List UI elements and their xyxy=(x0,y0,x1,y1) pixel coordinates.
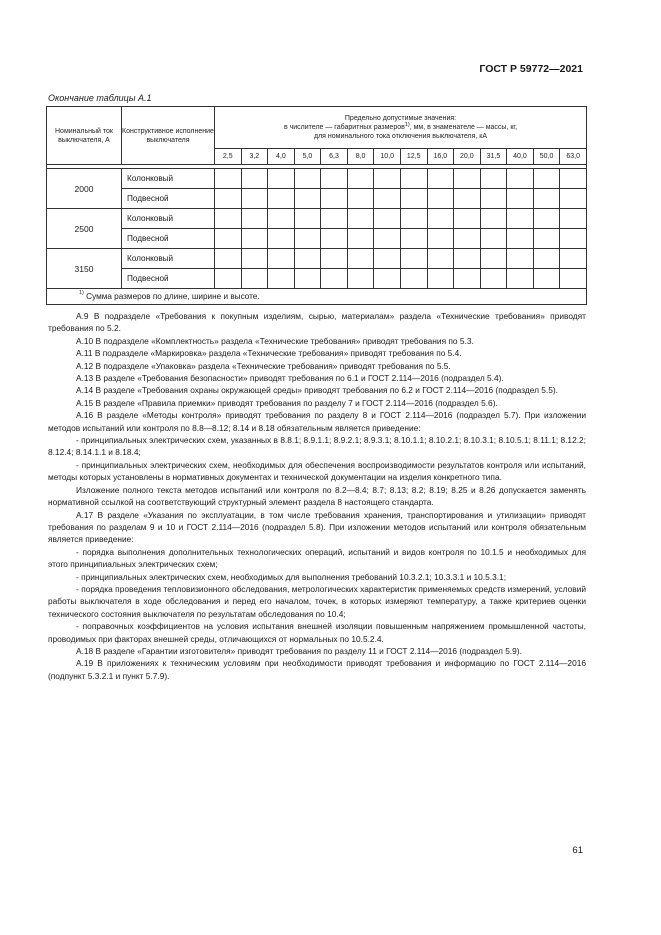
dimensions-table xyxy=(46,106,587,305)
value-cell xyxy=(507,269,534,289)
value-cell xyxy=(454,189,481,209)
value-cell xyxy=(507,229,534,249)
table-row xyxy=(47,269,587,289)
value-cell xyxy=(268,169,295,189)
value-cell xyxy=(427,229,454,249)
value-cell xyxy=(268,209,295,229)
document-code: ГОСТ Р 59772—2021 xyxy=(479,63,583,75)
value-cell xyxy=(507,209,534,229)
value-cell xyxy=(427,209,454,229)
value-cell xyxy=(347,249,374,269)
value-cell xyxy=(241,209,268,229)
footnote-ref: 1) xyxy=(404,122,410,128)
value-cell xyxy=(400,269,427,289)
value-cell xyxy=(347,229,374,249)
value-cell xyxy=(560,209,587,229)
value-cell xyxy=(321,169,348,189)
paragraph: А.12 В подразделе «Упаковка» раздела «Технические требования» приводят требования по 5.5. xyxy=(76,360,451,371)
value-cell xyxy=(533,209,560,229)
value-cell xyxy=(560,269,587,289)
body-text xyxy=(48,310,586,682)
value-cell xyxy=(454,169,481,189)
rated-current-cell: 3150 xyxy=(47,249,122,289)
kind-cell: Подвесной xyxy=(122,269,215,289)
value-cell xyxy=(400,209,427,229)
table-row xyxy=(47,229,587,249)
breaking-current-header: 50,0 xyxy=(533,149,560,165)
table-row xyxy=(47,209,587,229)
breaking-current-header: 5,0 xyxy=(294,149,321,165)
value-cell xyxy=(321,209,348,229)
rated-current-cell: 2500 xyxy=(47,209,122,249)
footnote-row xyxy=(47,289,587,305)
value-cell xyxy=(374,229,401,249)
value-cell xyxy=(215,169,242,189)
paragraph: - порядка выполнения дополнительных технологических операций, испытаний и видов контроля по 10.1.5 и необходимых для этого принципиальных электрических схем; xyxy=(48,546,586,570)
value-cell xyxy=(321,249,348,269)
value-cell xyxy=(560,169,587,189)
kind-cell: Подвесной xyxy=(122,229,215,249)
value-cell xyxy=(321,269,348,289)
value-cell xyxy=(560,189,587,209)
paragraph: - поправочных коэффициентов на условия испытания внешней изоляции повышенным напряжением промышленной частоты, проводимых при факторах внешней среды, отличающихся от нормальных по 10.5.2.4. xyxy=(48,621,586,644)
value-cell xyxy=(400,169,427,189)
breaking-current-header: 4,0 xyxy=(268,149,295,165)
breaking-current-header: 3,2 xyxy=(241,149,268,165)
value-cell xyxy=(454,269,481,289)
breaking-current-header: 10,0 xyxy=(374,149,401,165)
value-cell xyxy=(480,249,507,269)
value-cell xyxy=(374,249,401,269)
breaking-current-header: 31,5 xyxy=(480,149,507,165)
value-cell xyxy=(241,229,268,249)
value-cell xyxy=(427,189,454,209)
value-cell xyxy=(347,209,374,229)
paragraph: Изложение полного текста методов испытаний или контроля по 8.2—8.4; 8.7; 8.13; 8.2; 8.19; 8.25 и 8.26 допускается заменять нормативной ссылкой на соответствующий структурный элемент раздела 8 настоящего стандарта. xyxy=(48,484,586,508)
table-caption: Окончание таблицы А.1 xyxy=(48,93,152,103)
paragraph: А.9 В подразделе «Требования к покупным изделиям, сырью, материалам» раздела «Технические требования» приводят требования по 5.2. xyxy=(48,311,586,334)
footnote-mark: 1) xyxy=(79,290,84,296)
value-cell xyxy=(347,169,374,189)
value-cell xyxy=(321,229,348,249)
value-cell xyxy=(241,169,268,189)
breaking-current-header: 6,3 xyxy=(321,149,348,165)
paragraph: А.10 В подразделе «Комплектность» раздела «Технические требования» приводят требования по 5.3. xyxy=(76,335,474,346)
breaking-current-header: 12,5 xyxy=(400,149,427,165)
header-limits-line1: Предельно допустимые значения: xyxy=(344,115,457,122)
value-cell xyxy=(480,189,507,209)
value-cell xyxy=(374,269,401,289)
value-cell xyxy=(294,189,321,209)
table-row xyxy=(47,189,587,209)
table-row xyxy=(47,249,587,269)
value-cell xyxy=(268,189,295,209)
value-cell xyxy=(454,229,481,249)
paragraph: - принципиальных электрических схем, указанных в 8.8.1; 8.9.1.1; 8.9.2.1; 8.9.3.1; 8.10.1.1; 8.10.2.1; 8.10.3.1; 8.10.5.1; 8.11.1; 8.12.2; 8.12.4; 8.14.1.1 и 8.18.4; xyxy=(48,435,586,458)
kind-cell: Колонковый xyxy=(122,249,215,269)
value-cell xyxy=(507,249,534,269)
header-limits-line2a: в числителе — габаритных размеров xyxy=(283,124,405,131)
paragraph: А.11 В подразделе «Маркировка» раздела «Технические требования» приводят требования по 5.4. xyxy=(76,348,462,359)
breaking-current-header: 2,5 xyxy=(215,149,242,165)
value-cell xyxy=(215,209,242,229)
value-cell xyxy=(533,229,560,249)
value-cell xyxy=(347,269,374,289)
value-cell xyxy=(241,189,268,209)
value-cell xyxy=(294,209,321,229)
paragraph: - принципиальных электрических схем, необходимых для обеспечения воспроизводимости результатов контроля или испытаний, методы которых установлены в нормативных документах и технической документации на изделия конкретного типа. xyxy=(48,459,586,483)
value-cell xyxy=(400,189,427,209)
value-cell xyxy=(480,229,507,249)
value-cell xyxy=(427,249,454,269)
kind-cell: Колонковый xyxy=(122,209,215,229)
value-cell xyxy=(480,269,507,289)
value-cell xyxy=(321,189,348,209)
header-limits-line3: для номинального тока отключения выключателя, кА xyxy=(313,133,487,140)
value-cell xyxy=(560,249,587,269)
footnote xyxy=(47,289,587,305)
paragraph: А.17 В разделе «Указания по эксплуатации, в том числе требования хранения, транспортирования и утилизации» приводят требования по разделам 9 и 10 и ГОСТ 2.114—2016 (подраздел 5.8). При изложении методов испытаний или контроля обязательным является приведение: xyxy=(48,509,586,545)
paragraph: А.14 В разделе «Требования охраны окружающей среды» приводят требования по 6.2 и ГОСТ 2.114—2016 (подраздел 5.5). xyxy=(76,385,558,396)
paragraph: А.19 В приложениях к техническим условиям при необходимости приводят требования и информацию по ГОСТ 2.114—2016 (подпункт 5.3.2.1 и пункт 5.7.9). xyxy=(48,658,586,681)
value-cell xyxy=(215,189,242,209)
value-cell xyxy=(533,189,560,209)
value-cell xyxy=(241,269,268,289)
value-cell xyxy=(427,169,454,189)
paragraph: А.13 В разделе «Требования безопасности» приводят требования по 6.1 и ГОСТ 2.114—2016 (подраздел 5.4). xyxy=(76,373,504,384)
paragraph: А.18 В разделе «Гарантии изготовителя» приводят требования по разделу 11 и ГОСТ 2.114—2016 (подраздел 5.9). xyxy=(76,645,522,656)
breaking-current-header: 40,0 xyxy=(507,149,534,165)
breaking-current-header: 8,0 xyxy=(347,149,374,165)
value-cell xyxy=(454,209,481,229)
header-limits-line2b: , мм, в знаменателе — массы, кг, xyxy=(409,124,518,131)
value-cell xyxy=(480,169,507,189)
breaking-current-header: 20,0 xyxy=(454,149,481,165)
value-cell xyxy=(533,249,560,269)
value-cell xyxy=(533,269,560,289)
value-cell xyxy=(374,189,401,209)
value-cell xyxy=(374,169,401,189)
page-number: 61 xyxy=(572,845,583,856)
value-cell xyxy=(507,189,534,209)
paragraph: - порядка проведения тепловизионного обследования, метрологических характеристик применяемых средств измерений, условий работы выключателя в ходе обследования и перед его началом, точек, в которых измеряют температуру, а также критериев оценки технического состояния выключателя по результатам обследования по 10.4; xyxy=(48,583,586,619)
value-cell xyxy=(294,169,321,189)
paragraph: - принципиальных электрических схем, необходимых для выполнения требований 10.3.2.1; 10.3.3.1 и 10.5.3.1; xyxy=(76,571,507,582)
value-cell xyxy=(560,229,587,249)
value-cell xyxy=(215,229,242,249)
value-cell xyxy=(294,269,321,289)
value-cell xyxy=(507,169,534,189)
header-current: Номинальный ток выключателя, А xyxy=(47,107,122,165)
value-cell xyxy=(454,249,481,269)
value-cell xyxy=(268,229,295,249)
header-kind: Конструктивное исполнение выключателя xyxy=(122,107,215,165)
value-cell xyxy=(294,249,321,269)
header-limits-line2 xyxy=(215,123,586,132)
kind-cell: Колонковый xyxy=(122,169,215,189)
value-cell xyxy=(400,229,427,249)
value-cell xyxy=(427,269,454,289)
value-cell xyxy=(215,249,242,269)
footnote-text: Сумма размеров по длине, ширине и высоте. xyxy=(83,292,260,301)
breaking-current-header: 16,0 xyxy=(427,149,454,165)
table-row xyxy=(47,169,587,189)
value-cell xyxy=(347,189,374,209)
value-cell xyxy=(533,169,560,189)
value-cell xyxy=(294,229,321,249)
value-cell xyxy=(480,209,507,229)
breaking-current-header: 63,0 xyxy=(560,149,587,165)
kind-cell: Подвесной xyxy=(122,189,215,209)
value-cell xyxy=(374,209,401,229)
value-cell xyxy=(400,249,427,269)
value-cell xyxy=(268,249,295,269)
value-cell xyxy=(268,269,295,289)
paragraph: А.15 В разделе «Правила приемки» приводят требования по разделу 7 и ГОСТ 2.114—2016 (подраздел 5.6). xyxy=(76,397,498,408)
rated-current-cell: 2000 xyxy=(47,169,122,209)
value-cell xyxy=(241,249,268,269)
value-cell xyxy=(215,269,242,289)
header-limits xyxy=(215,107,587,149)
paragraph: А.16 В разделе «Методы контроля» приводят требования по разделу 8 и ГОСТ 2.114—2016 (подраздел 5.7). При изложении методов испытаний или контроля по 8.8—8.12; 8.14 и 8.18 обязательным является приведение: xyxy=(48,410,586,433)
